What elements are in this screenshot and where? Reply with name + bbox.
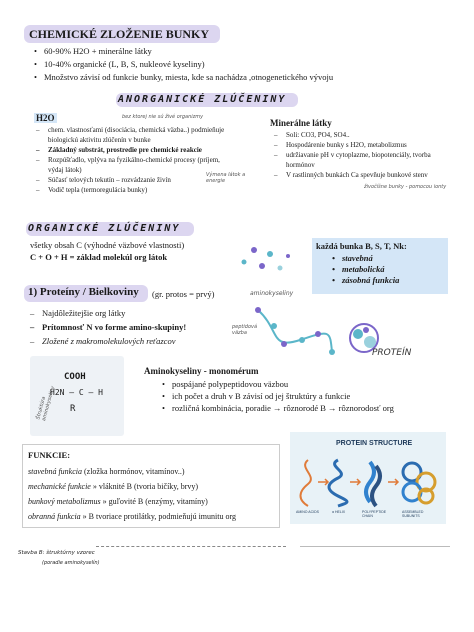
function-text: (zložka hormónov, vitamínov..): [81, 467, 185, 476]
amino-title: Aminokyseliny - monomérum: [144, 366, 259, 376]
intro-item: • 60-90% H2O + minerálne látky: [44, 45, 464, 58]
minerals-item: – Hospodárenie bunky s H2O, metabolizmus: [286, 140, 454, 150]
function-text: » guľovité B (enzýmy, vitamíny): [100, 497, 208, 506]
dashed-divider: [96, 546, 286, 547]
function-name: stavebná funkcia: [28, 467, 82, 476]
proteins-item: – Zložené z makromolekulových reťazcov: [42, 334, 252, 348]
proteins-list: [42, 306, 252, 348]
amino-item: • rozličná kombinácia, poradie → rôznorodé B → rôznorodosť org: [172, 402, 462, 414]
structure-label-subunits: ASSEMBLED SUBUNITS: [402, 510, 424, 518]
amino-formula-top: COOH: [64, 372, 86, 382]
cell-box-item: • metabolická: [342, 264, 399, 275]
bottom-note-sub: (poradie aminokyselín): [42, 560, 100, 566]
page-title: CHEMICKÉ ZLOŽENIE BUNKY: [29, 27, 210, 41]
h2o-item: – Súčasť telových tekutín – rozvádzanie živín: [48, 175, 236, 185]
function-item: [28, 494, 274, 509]
structure-label-chain: POLYPEPTIDE CHAIN: [362, 510, 387, 518]
cell-box-item: • zásobná funkcia: [342, 275, 399, 286]
h2o-item: – chem. vlastnosťami (disociácia, chemická väzba..) podmieňuje biologickú aktivitu zlúčenín v bunke: [48, 125, 236, 145]
org-title: ORGANICKÉ ZLÚČENINY: [28, 223, 181, 234]
peptide-chain-illustration: [250, 300, 340, 360]
org-line1: všetky obsah C (výhodné väzbové vlastnosti): [30, 240, 185, 250]
intro-item: • Množstvo závisí od funkcie bunky, miesta, kde sa nachádza ,otnogenetického vývoju: [44, 71, 464, 84]
intro-list: [44, 45, 464, 84]
amino-formula-bot: R: [70, 404, 76, 414]
proteins-item: – Najdôležitejšie org látky: [42, 306, 252, 320]
cell-box-heading: každá bunka B, S, T, Nk:: [316, 241, 407, 251]
function-name: mechanické funkcie: [28, 482, 91, 491]
proteins-title-note: (gr. protos = prvý): [152, 289, 215, 299]
protein-structure-diagram: [294, 452, 444, 508]
decorative-dots: [232, 244, 302, 278]
protein-label: PROTEÍN: [372, 348, 412, 358]
peptide-fig-label: peptidová väzba: [232, 324, 258, 336]
functions-list: [28, 464, 274, 524]
structure-label-amino: AMINO ACIDS: [296, 510, 319, 514]
h2o-label: H2O: [36, 113, 55, 123]
h2o-item: – Rozpúšťadlo, vplýva na fyzikálno-chemické procesy (príjem, výdaj látok): [48, 155, 236, 175]
cell-box-item: • stavebná: [342, 253, 399, 264]
function-text: » B tvoriace protilátky, podmieňujú imunitu org: [80, 512, 236, 521]
functions-heading: FUNKCIE:: [28, 450, 71, 460]
minerals-item: – Soli: CO3, PO4, SO4..: [286, 130, 454, 140]
amino-item: • ich počet a druh v B závisí od jej štruktúry a funkcie: [172, 390, 462, 402]
protein-structure-title: PROTEIN STRUCTURE: [336, 440, 413, 447]
function-name: bunkový metabolizmus: [28, 497, 101, 506]
minerals-note: živočíšne bunky - pomocou ionty: [364, 184, 447, 190]
function-name: obranná funkcia: [28, 512, 81, 521]
function-item: [28, 479, 274, 494]
structure-label-helix: α HELIX: [332, 510, 346, 514]
h2o-note: bez ktorej nie sú živé organizmy: [122, 114, 204, 120]
bottom-note: Stavba B: štruktúrny vzorec: [18, 550, 95, 556]
minerals-label: Minerálne látky: [270, 118, 332, 128]
h2o-item: – Základný substrát, prostredie pre chemické reakcie: [48, 145, 236, 155]
function-text: » vláknité B (tvoria bičíky, brvy): [90, 482, 199, 491]
amino-list: [172, 378, 462, 414]
amino-formula-mid: H2N — C — H: [50, 388, 103, 397]
function-item: [28, 509, 274, 524]
anorg-title: ANORGANICKÉ ZLÚČENINY: [118, 94, 287, 105]
proteins-item: – Prítomnosť N vo forme amino-skupiny!: [42, 320, 252, 334]
org-line2: C + O + H = základ molekúl org látok: [30, 252, 168, 262]
minerals-list: [286, 130, 454, 180]
proteins-title: 1) Proteíny / Bielkoviny: [28, 286, 139, 298]
function-item: [28, 464, 274, 479]
amino-item: • pospájané polypeptidovou väzbou: [172, 378, 462, 390]
h2o-item: – Vodič tepla (termoregulácia bunky): [48, 185, 236, 195]
cell-box-list: [342, 253, 399, 286]
bottom-rule: [300, 546, 450, 547]
amino-fig-label: aminokyseliny: [250, 290, 294, 297]
minerals-item: – udržiavanie pH v cytoplazme, biopotenciály, tvorba hormónov: [286, 150, 454, 170]
h2o-list: [48, 125, 236, 195]
h2o-note: Výmena látok a energie: [206, 172, 246, 184]
minerals-item: – V rastlinných bunkách Ca spevňuje bunkové stenv: [286, 170, 454, 180]
amino-card-note: Štruktúra aminokyseliny: [35, 385, 57, 422]
intro-item: • 10-40% organické (L, B, S, nukleové kyseliny): [44, 58, 464, 71]
